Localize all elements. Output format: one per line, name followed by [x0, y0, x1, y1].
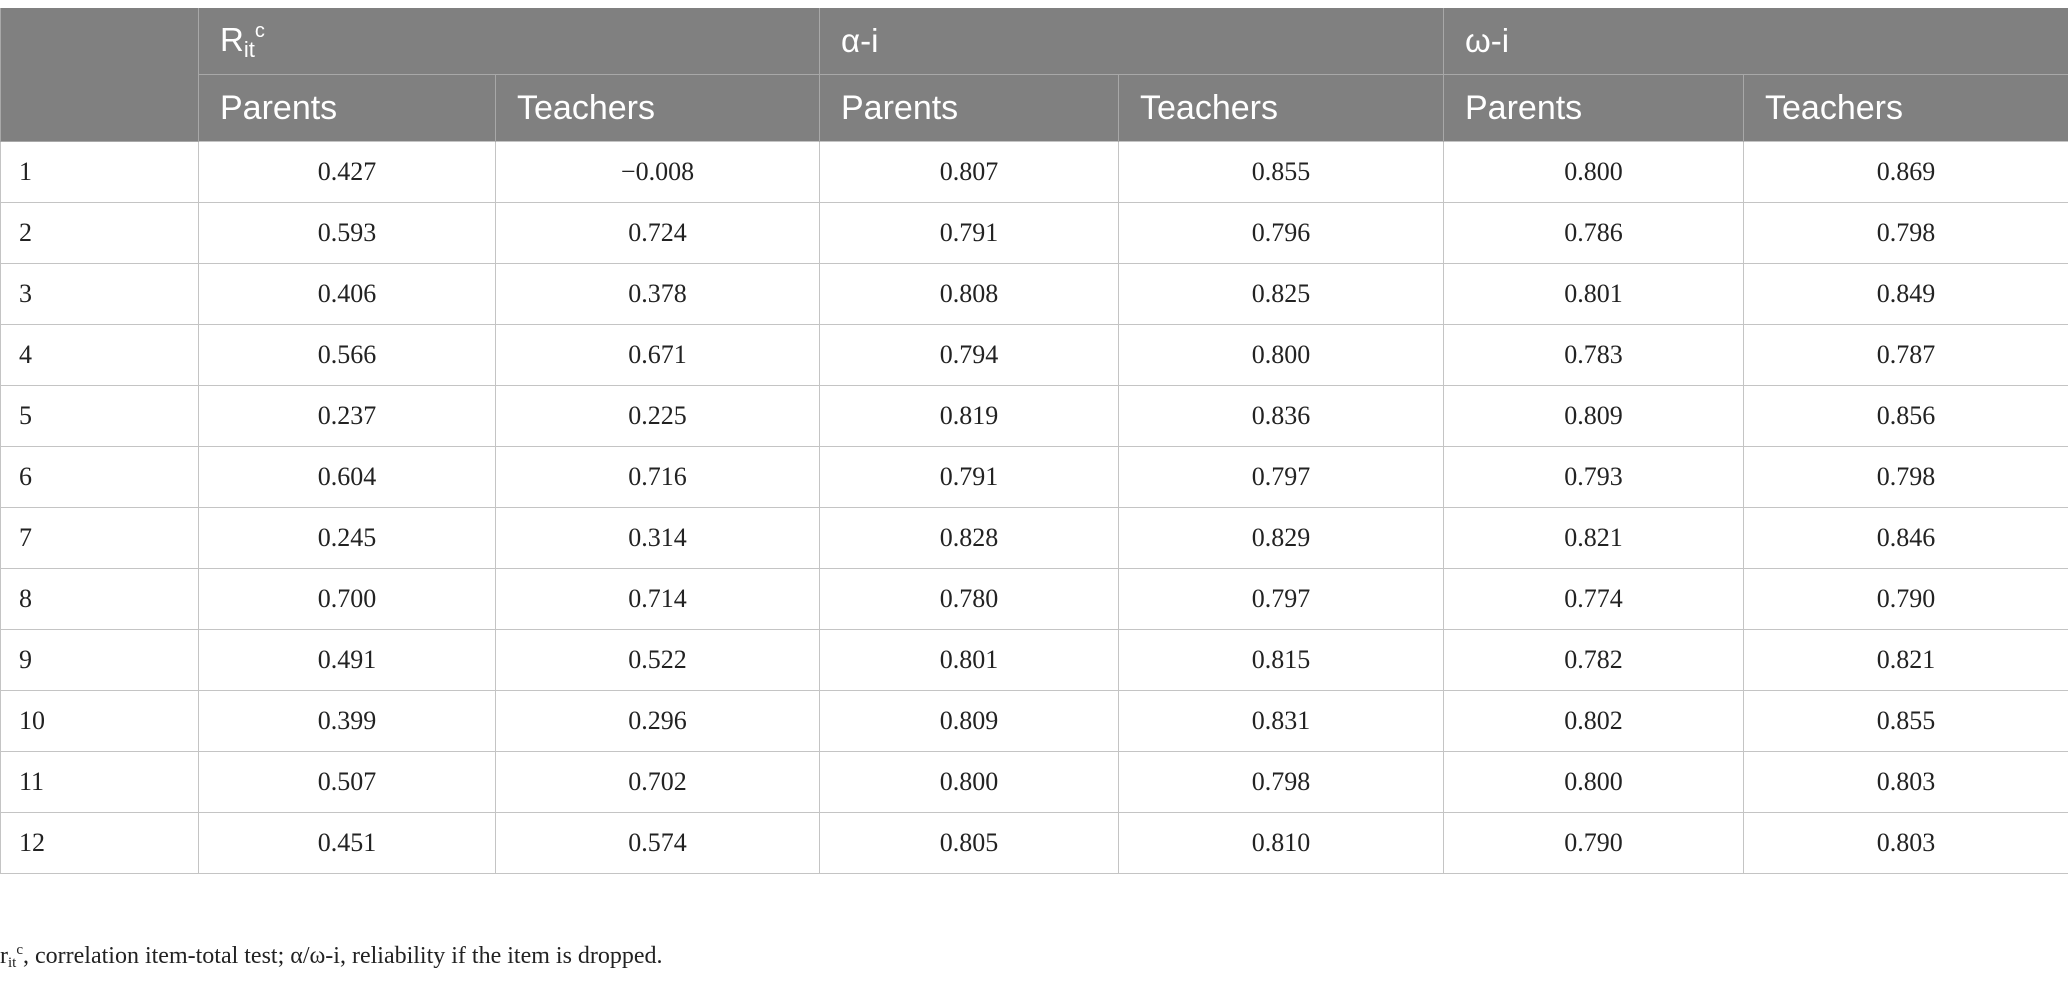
value-cell-omega-parents: 0.801 [1444, 264, 1744, 325]
value-cell-ritc-parents: 0.399 [199, 691, 496, 752]
value-cell-omega-parents: 0.809 [1444, 386, 1744, 447]
value-cell-alpha-teachers: 0.810 [1119, 813, 1444, 874]
value-cell-omega-parents: 0.774 [1444, 569, 1744, 630]
value-cell-omega-parents: 0.793 [1444, 447, 1744, 508]
table-row [1, 813, 2068, 874]
value-cell-alpha-parents: 0.791 [820, 203, 1119, 264]
item-number-cell: 10 [1, 691, 199, 752]
header-omega-parents: Parents [1444, 75, 1744, 142]
value-cell-omega-teachers: 0.798 [1744, 203, 2068, 264]
header-group-ritc: $R_{it}^c$ [199, 8, 820, 75]
header-alpha-parents: Parents [820, 75, 1119, 142]
value-cell-ritc-parents: 0.245 [199, 508, 496, 569]
header-ritc-parents: Parents [199, 75, 496, 142]
value-cell-omega-parents: 0.783 [1444, 325, 1744, 386]
table-footnote [0, 942, 663, 972]
value-cell-omega-teachers: 0.846 [1744, 508, 2068, 569]
item-number-cell: 9 [1, 630, 199, 691]
header-corner-cell [1, 8, 199, 142]
footnote-symbol: r [0, 943, 8, 969]
header-alpha-teachers: Teachers [1119, 75, 1444, 142]
table-row [1, 569, 2068, 630]
value-cell-ritc-teachers: 0.716 [496, 447, 820, 508]
table-body [1, 142, 2068, 874]
value-cell-ritc-parents: 0.427 [199, 142, 496, 203]
value-cell-omega-parents: 0.821 [1444, 508, 1744, 569]
item-number-cell: 2 [1, 203, 199, 264]
value-cell-alpha-parents: 0.800 [820, 752, 1119, 813]
table-row [1, 447, 2068, 508]
reliability-table [0, 8, 2068, 874]
value-cell-omega-teachers: 0.856 [1744, 386, 2068, 447]
value-cell-alpha-teachers: 0.829 [1119, 508, 1444, 569]
item-number-cell: 12 [1, 813, 199, 874]
item-number-cell: 5 [1, 386, 199, 447]
table-header [1, 8, 2068, 142]
value-cell-omega-parents: 0.790 [1444, 813, 1744, 874]
value-cell-alpha-parents: 0.807 [820, 142, 1119, 203]
footnote-symbol-sub: it [8, 955, 17, 971]
value-cell-alpha-parents: 0.805 [820, 813, 1119, 874]
value-cell-ritc-parents: 0.566 [199, 325, 496, 386]
value-cell-omega-teachers: 0.849 [1744, 264, 2068, 325]
value-cell-alpha-teachers: 0.797 [1119, 447, 1444, 508]
item-number-cell: 4 [1, 325, 199, 386]
value-cell-ritc-teachers: 0.225 [496, 386, 820, 447]
table-row [1, 203, 2068, 264]
value-cell-omega-teachers: 0.798 [1744, 447, 2068, 508]
value-cell-omega-parents: 0.802 [1444, 691, 1744, 752]
header-group-alpha-i: α-i [820, 8, 1444, 75]
header-ritc-teachers: Teachers [496, 75, 820, 142]
reliability-table-container [0, 8, 2068, 874]
value-cell-ritc-parents: 0.507 [199, 752, 496, 813]
item-number-cell: 3 [1, 264, 199, 325]
value-cell-alpha-teachers: 0.800 [1119, 325, 1444, 386]
item-number-cell: 8 [1, 569, 199, 630]
value-cell-omega-teachers: 0.787 [1744, 325, 2068, 386]
value-cell-ritc-teachers: 0.296 [496, 691, 820, 752]
value-cell-omega-parents: 0.800 [1444, 752, 1744, 813]
value-cell-ritc-teachers: 0.671 [496, 325, 820, 386]
header-group-row [1, 8, 2068, 75]
value-cell-omega-teachers: 0.821 [1744, 630, 2068, 691]
value-cell-ritc-parents: 0.604 [199, 447, 496, 508]
value-cell-alpha-parents: 0.809 [820, 691, 1119, 752]
value-cell-omega-teachers: 0.790 [1744, 569, 2068, 630]
value-cell-omega-teachers: 0.869 [1744, 142, 2068, 203]
value-cell-omega-parents: 0.786 [1444, 203, 1744, 264]
value-cell-alpha-teachers: 0.815 [1119, 630, 1444, 691]
value-cell-alpha-teachers: 0.831 [1119, 691, 1444, 752]
value-cell-ritc-teachers: 0.574 [496, 813, 820, 874]
item-number-cell: 7 [1, 508, 199, 569]
value-cell-omega-teachers: 0.855 [1744, 691, 2068, 752]
value-cell-alpha-parents: 0.791 [820, 447, 1119, 508]
table-row [1, 325, 2068, 386]
value-cell-alpha-teachers: 0.855 [1119, 142, 1444, 203]
value-cell-ritc-teachers: 0.724 [496, 203, 820, 264]
value-cell-omega-parents: 0.782 [1444, 630, 1744, 691]
header-subgroup-row [1, 75, 2068, 142]
value-cell-ritc-parents: 0.700 [199, 569, 496, 630]
value-cell-alpha-parents: 0.808 [820, 264, 1119, 325]
value-cell-alpha-parents: 0.828 [820, 508, 1119, 569]
table-row [1, 508, 2068, 569]
table-row [1, 264, 2068, 325]
value-cell-omega-teachers: 0.803 [1744, 813, 2068, 874]
value-cell-omega-parents: 0.800 [1444, 142, 1744, 203]
value-cell-alpha-teachers: 0.798 [1119, 752, 1444, 813]
value-cell-ritc-teachers: 0.522 [496, 630, 820, 691]
value-cell-alpha-teachers: 0.836 [1119, 386, 1444, 447]
value-cell-ritc-teachers: 0.714 [496, 569, 820, 630]
value-cell-ritc-parents: 0.237 [199, 386, 496, 447]
value-cell-alpha-parents: 0.794 [820, 325, 1119, 386]
value-cell-omega-teachers: 0.803 [1744, 752, 2068, 813]
value-cell-alpha-parents: 0.819 [820, 386, 1119, 447]
item-number-cell: 11 [1, 752, 199, 813]
item-number-cell: 6 [1, 447, 199, 508]
footnote-text: , correlation item-total test; α/ω-i, reliability if the item is dropped. [23, 943, 663, 969]
header-group-omega-i: ω-i [1444, 8, 2068, 75]
value-cell-ritc-teachers: −0.008 [496, 142, 820, 203]
value-cell-alpha-teachers: 0.797 [1119, 569, 1444, 630]
value-cell-ritc-parents: 0.406 [199, 264, 496, 325]
value-cell-alpha-teachers: 0.796 [1119, 203, 1444, 264]
table-row [1, 691, 2068, 752]
value-cell-ritc-parents: 0.491 [199, 630, 496, 691]
header-omega-teachers: Teachers [1744, 75, 2068, 142]
table-row [1, 142, 2068, 203]
value-cell-alpha-parents: 0.801 [820, 630, 1119, 691]
table-row [1, 386, 2068, 447]
value-cell-ritc-parents: 0.451 [199, 813, 496, 874]
value-cell-alpha-teachers: 0.825 [1119, 264, 1444, 325]
table-row [1, 630, 2068, 691]
value-cell-ritc-teachers: 0.702 [496, 752, 820, 813]
value-cell-alpha-parents: 0.780 [820, 569, 1119, 630]
value-cell-ritc-parents: 0.593 [199, 203, 496, 264]
table-row [1, 752, 2068, 813]
item-number-cell: 1 [1, 142, 199, 203]
value-cell-ritc-teachers: 0.314 [496, 508, 820, 569]
value-cell-ritc-teachers: 0.378 [496, 264, 820, 325]
footnote-symbol-sup: c [16, 942, 24, 958]
